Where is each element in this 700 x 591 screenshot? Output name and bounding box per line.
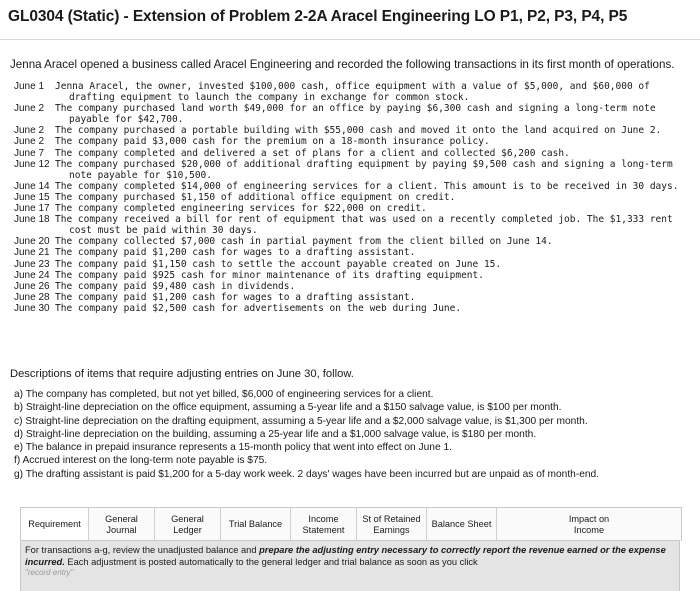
transaction-row: [14, 281, 698, 292]
adjustment-item: g) The drafting assistant is paid $1,200 for a 5-day work week. 2 days' wages have been incurred but are unpaid as of month-end.: [14, 468, 600, 480]
transaction-text: [55, 259, 698, 270]
transaction-date: June 23: [14, 258, 50, 270]
transaction-row: [14, 159, 698, 181]
transaction-text: [55, 292, 698, 303]
transaction-line-continued: note payable for $10,500.: [69, 169, 212, 181]
tab-trial-balance[interactable]: Trial Balance: [221, 508, 291, 541]
transaction-text: [55, 148, 698, 159]
transaction-line-continued: cost must be paid within 30 days.: [69, 225, 258, 237]
transaction-date: June 2: [14, 103, 45, 115]
transaction-line: The company paid $1,150 cash to settle the account payable created on June 15.: [55, 258, 502, 270]
transaction-date: June 18: [14, 214, 50, 226]
instructions-panel: [20, 540, 680, 591]
adjustments-heading: Descriptions of items that require adjusting entries on June 30, follow.: [10, 368, 354, 380]
tab-income-statement[interactable]: Income Statement: [291, 508, 357, 541]
transaction-line: The company collected $7,000 cash in partial payment from the client billed on June 14.: [55, 236, 553, 248]
transaction-date: June 15: [14, 191, 50, 203]
transaction-date: June 14: [14, 180, 50, 192]
adjustment-item: b) Straight-line depreciation on the office equipment, assuming a 5-year life and a $150 salvage value, is $100 per month.: [14, 402, 562, 414]
tab-impact-on-income[interactable]: Impact on Income: [568, 514, 610, 535]
transaction-text: [55, 181, 698, 192]
transaction-line: The company completed engineering services for $22,000 on credit.: [55, 203, 427, 215]
page-title: GL0304 (Static) - Extension of Problem 2-2A Aracel Engineering LO P1, P2, P3, P4, P5: [8, 8, 628, 25]
transaction-row: [14, 303, 698, 314]
adjustment-item: f) Accrued interest on the long-term note payable is $75.: [14, 455, 268, 467]
transaction-text: [55, 203, 698, 214]
tab-bar: [20, 507, 682, 541]
adjustment-item: c) Straight-line depreciation on the drafting equipment, assuming a 5-year life and a $2,000 salvage value, is $1,300 per month.: [14, 415, 588, 427]
transaction-line: Jenna Aracel, the owner, invested $100,000 cash, office equipment with a value of $5,000, and $60,000 of: [55, 81, 650, 92]
intro-text: Jenna Aracel opened a business called Aracel Engineering and recorded the following transactions in its first month of operations.: [10, 58, 675, 71]
transaction-date: June 30: [14, 302, 50, 314]
transaction-date: June 24: [14, 269, 50, 281]
transaction-row: [14, 214, 698, 236]
instructions-cutoff: "record entry": [25, 568, 74, 577]
transaction-text: [55, 125, 698, 136]
adjustment-item: e) The balance in prepaid insurance represents a 15-month policy that went into effect on June 1.: [14, 442, 452, 454]
transaction-row: [14, 236, 698, 247]
adjustment-item: a) The company has completed, but not yet billed, $6,000 of engineering services for a client.: [14, 389, 434, 400]
transaction-text: [55, 303, 698, 314]
transaction-date: June 20: [14, 236, 50, 248]
tab-retained-earnings[interactable]: St of Retained Earnings: [357, 508, 427, 541]
transaction-line: The company purchased a portable building with $55,000 cash and moved it onto the land acquired on June 2.: [55, 125, 662, 137]
transaction-line: The company paid $9,480 cash in dividends.: [55, 280, 296, 292]
transaction-date: June 21: [14, 247, 50, 259]
tab-balance-sheet[interactable]: Balance Sheet: [427, 508, 497, 541]
tab-general-ledger[interactable]: General Ledger: [155, 508, 221, 541]
transaction-line: The company paid $1,200 cash for wages to a drafting assistant.: [55, 291, 416, 303]
transaction-date: June 28: [14, 291, 50, 303]
transactions-list: [14, 81, 698, 314]
transaction-text: [55, 81, 698, 103]
transaction-date: June 1: [14, 81, 45, 92]
transaction-text: [55, 103, 698, 125]
transaction-line: The company purchased land worth $49,000 for an office by paying $6,300 cash and signing a long-term note: [55, 103, 656, 115]
transaction-text: [55, 270, 698, 281]
transaction-row: [14, 247, 698, 258]
adjustments-list: [14, 388, 698, 481]
transaction-date: June 7: [14, 147, 45, 159]
instructions-text-2: Each adjustment is posted automatically to the general ledger and trial balance as soon as you click: [64, 556, 478, 567]
transaction-row: [14, 103, 698, 125]
transaction-line: The company received a bill for rent of equipment that was used on a recently completed job. The $1,333 rent: [55, 214, 673, 226]
adjustment-item: d) Straight-line depreciation on the building, assuming a 25-year life and a $1,000 salvage value, is $180 per month.: [14, 428, 537, 440]
transaction-date: June 2: [14, 125, 45, 137]
title-divider: [0, 39, 700, 40]
transaction-row: [14, 136, 698, 147]
transaction-text: [55, 281, 698, 292]
transaction-line: The company paid $1,200 cash for wages to a drafting assistant.: [55, 247, 416, 259]
transaction-row: [14, 181, 698, 192]
transaction-line: The company completed $14,000 of engineering services for a client. This amount is to be received in 30 days.: [55, 180, 679, 192]
transaction-row: [14, 192, 698, 203]
transaction-line: The company purchased $20,000 of additional drafting equipment by paying $9,500 cash and signing a long-term: [55, 158, 673, 170]
transaction-text: [55, 214, 698, 236]
transaction-row: [14, 148, 698, 159]
tab-general-journal[interactable]: General Journal: [89, 508, 155, 541]
transaction-line: The company paid $3,000 cash for the premium on a 18-month insurance policy.: [55, 136, 490, 148]
transaction-text: [55, 247, 698, 258]
transaction-date: June 26: [14, 280, 50, 292]
transaction-line: The company paid $925 cash for minor maintenance of its drafting equipment.: [55, 269, 484, 281]
transaction-row: [14, 81, 698, 103]
transaction-date: June 12: [14, 158, 50, 170]
transaction-line: The company paid $2,500 cash for advertisements on the web during June.: [55, 302, 462, 314]
transaction-date: June 17: [14, 203, 50, 215]
transaction-text: [55, 236, 698, 247]
transaction-row: [14, 292, 698, 303]
transaction-line-continued: drafting equipment to launch the company in exchange for common stock.: [69, 92, 470, 104]
transaction-row: [14, 270, 698, 281]
transaction-text: [55, 136, 698, 147]
transaction-row: [14, 125, 698, 136]
transaction-line: The company purchased $1,150 of additional office equipment on credit.: [55, 191, 456, 203]
instructions-text: For transactions a-g, review the unadjusted balance and: [25, 545, 260, 555]
transaction-date: June 2: [14, 136, 45, 148]
transaction-text: [55, 192, 698, 203]
tab-requirement[interactable]: Requirement: [21, 508, 89, 541]
transaction-text: [55, 159, 698, 181]
instructions-bold: prepare the adjusting entry necessary to correctly report the revenue earned or the expense incurred.: [25, 545, 666, 567]
transaction-line: The company completed and delivered a set of plans for a client and collected $6,200 cash.: [55, 147, 570, 159]
transaction-row: [14, 259, 698, 270]
transaction-line-continued: payable for $42,700.: [69, 114, 184, 126]
transaction-row: [14, 203, 698, 214]
